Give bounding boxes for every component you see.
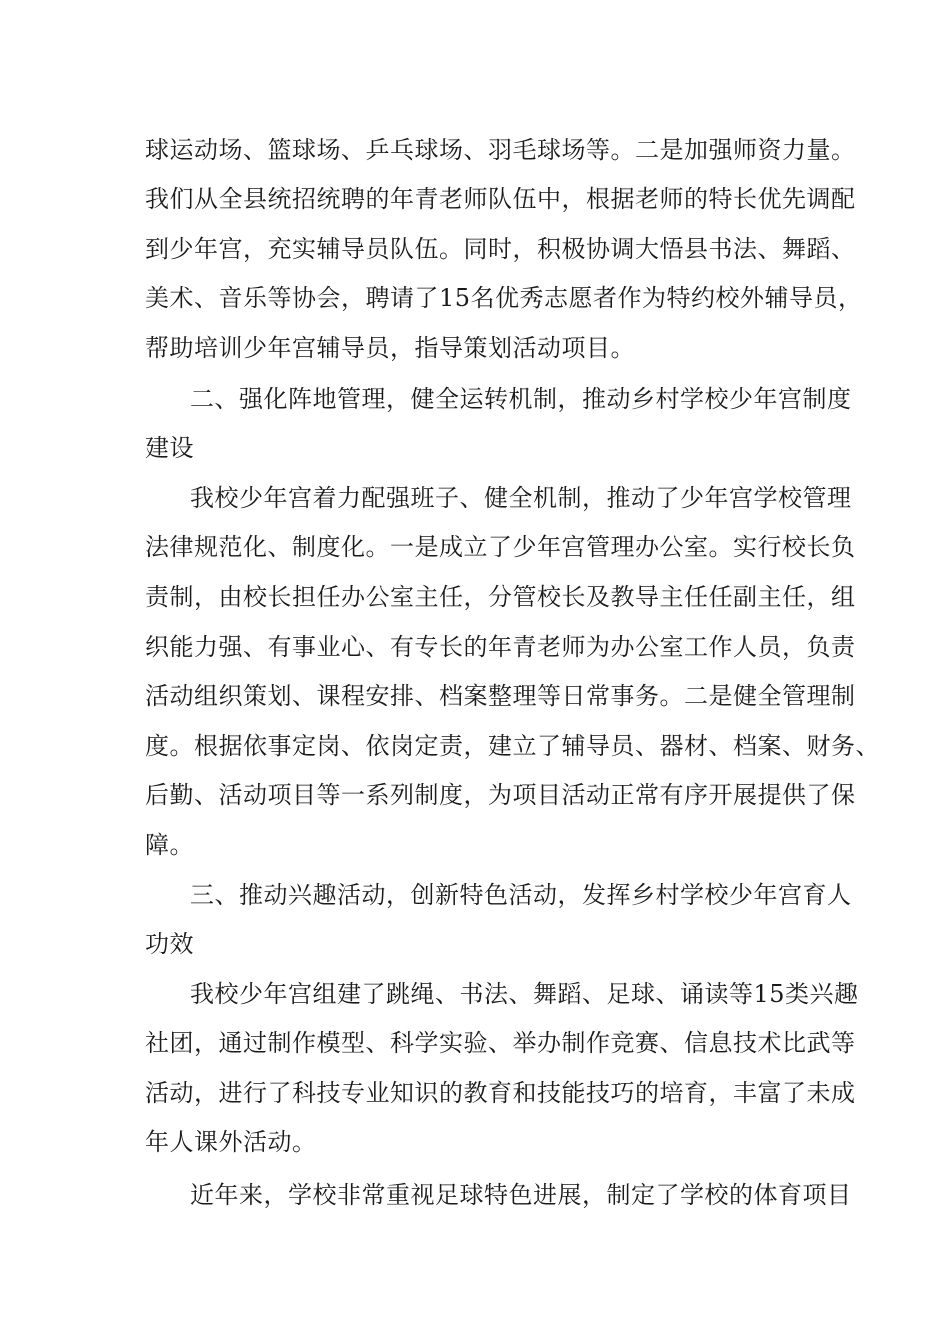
text-line: 织能力强、有事业心、有专长的年青老师为办公室工作人员，负责 bbox=[145, 633, 856, 661]
text-line: 责制，由校长担任办公室主任，分管校长及教导主任任副主任，组 bbox=[145, 583, 856, 611]
text-line: 美术、音乐等协会，聘请了15名优秀志愿者作为特约校外辅导员， bbox=[145, 284, 863, 312]
text-line: 活动组织策划、课程安排、档案整理等日常事务。二是健全管理制 bbox=[145, 682, 856, 710]
text-line: 我校少年宫着力配强班子、健全机制，推动了少年宫学校管理 bbox=[190, 484, 852, 512]
text-line: 活动，进行了科技专业知识的教育和技能技巧的培育，丰富了未成 bbox=[145, 1079, 856, 1107]
text-line: 近年来，学校非常重视足球特色进展，制定了学校的体育项目 bbox=[190, 1181, 852, 1209]
text-line: 球运动场、篮球场、乒乓球场、羽毛球场等。二是加强师资力量。 bbox=[145, 136, 856, 164]
section-heading-continued: 建设 bbox=[145, 434, 194, 462]
section-heading: 二、强化阵地管理，健全运转机制，推动乡村学校少年宫制度 bbox=[190, 385, 852, 413]
text-line: 后勤、活动项目等一系列制度，为项目活动正常有序开展提供了保 bbox=[145, 781, 856, 809]
text-line: 我们从全县统招统聘的年青老师队伍中，根据老师的特长优先调配 bbox=[145, 185, 856, 213]
text-line: 我校少年宫组建了跳绳、书法、舞蹈、足球、诵读等15类兴趣 bbox=[190, 980, 859, 1008]
text-line: 障。 bbox=[145, 831, 194, 859]
text-line: 度。根据依事定岗、依岗定责，建立了辅导员、器材、档案、财务、 bbox=[145, 732, 880, 760]
section-heading: 三、推动兴趣活动，创新特色活动，发挥乡村学校少年宫育人 bbox=[190, 881, 852, 909]
text-line: 年人课外活动。 bbox=[145, 1128, 317, 1156]
text-line: 社团，通过制作模型、科学实验、举办制作竞赛、信息技术比武等 bbox=[145, 1029, 856, 1057]
text-line: 到少年宫，充实辅导员队伍。同时，积极协调大悟县书法、舞蹈、 bbox=[145, 235, 856, 263]
section-heading-continued: 功效 bbox=[145, 930, 194, 958]
text-line: 帮助培训少年宫辅导员，指导策划活动项目。 bbox=[145, 334, 635, 362]
text-line: 法律规范化、制度化。一是成立了少年宫管理办公室。实行校长负 bbox=[145, 533, 856, 561]
